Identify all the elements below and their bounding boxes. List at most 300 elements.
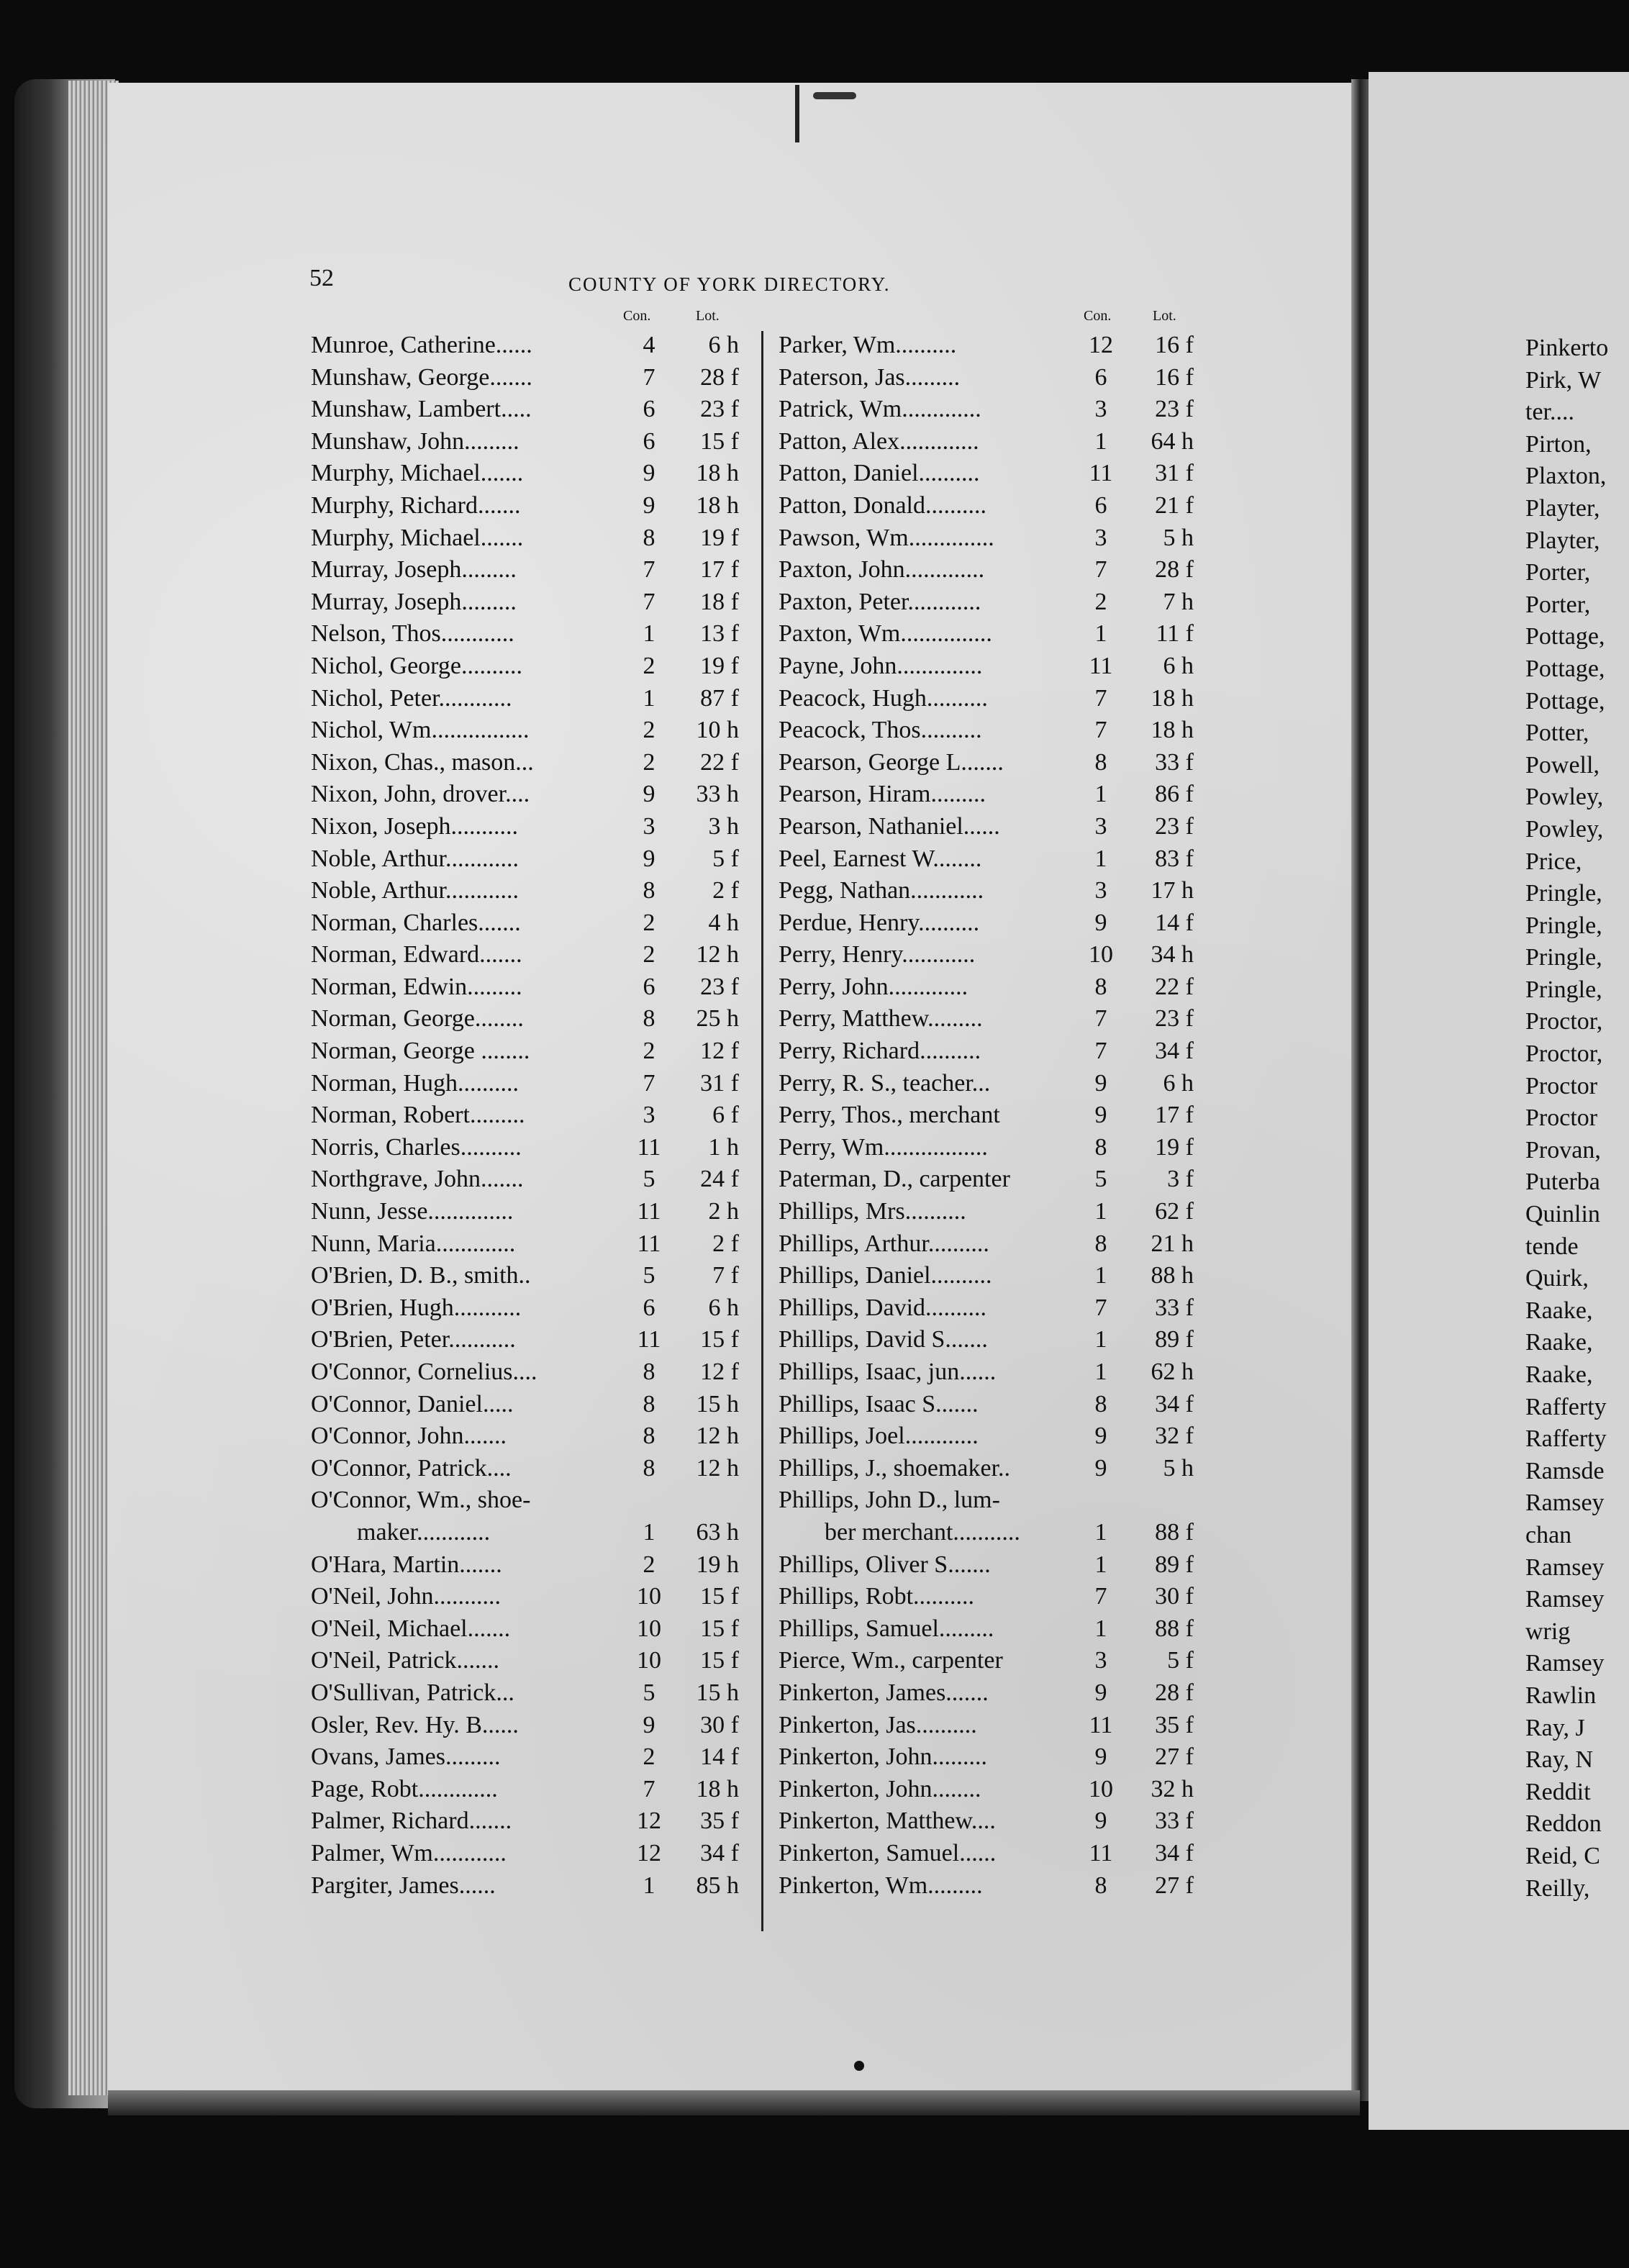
resident-name-line: Pinkerton, Wm.........: [779, 1872, 983, 1899]
resident-name-line: Pargiter, James......: [311, 1872, 496, 1899]
concession-number: 1: [643, 684, 655, 712]
resident-name-line: Peacock, Hugh..........: [779, 684, 988, 712]
lot-number: 6 h: [708, 332, 739, 358]
directory-entry: [779, 1164, 1214, 1196]
resident-name-line: Phillips, Joel............: [779, 1423, 979, 1450]
binding-mark: [813, 92, 856, 99]
resident-name-line: Parker, Wm..........: [779, 332, 957, 358]
resident-name-line: O'Brien, Peter...........: [311, 1326, 516, 1353]
resident-name-line: Perry, John.............: [779, 973, 968, 1000]
resident-name: [779, 426, 979, 458]
resident-name: [311, 1035, 530, 1068]
resident-name-line: Phillips, Mrs..........: [779, 1198, 966, 1225]
resident-name: [311, 618, 514, 650]
resident-name: [311, 1324, 516, 1356]
directory-entry-fragment: [1525, 1038, 1629, 1071]
concession-number: 9: [643, 781, 655, 808]
lot-header: Lot.: [696, 308, 720, 324]
directory-entry-fragment: [1525, 1873, 1629, 1905]
directory-entry: [779, 1260, 1214, 1292]
lot-number: 12 f: [700, 1358, 739, 1385]
concession-number: 1: [1094, 620, 1107, 648]
directory-entry-fragment: [1525, 878, 1629, 910]
resident-name: [311, 1196, 513, 1228]
resident-name: [311, 1838, 507, 1870]
directory-entry: [311, 1324, 743, 1356]
resident-name: Rafferty: [1525, 1425, 1607, 1453]
resident-name-line: Noble, Arthur............: [311, 845, 519, 872]
binding-mark: [795, 85, 799, 142]
resident-name-line: Perry, Richard..........: [779, 1038, 981, 1065]
lot-number: 19 f: [1155, 1133, 1194, 1161]
resident-name: [779, 1774, 981, 1806]
lot-number: 18 h: [696, 1775, 739, 1802]
lot-number: 85 h: [696, 1872, 739, 1899]
lot-number: 18 h: [1151, 717, 1194, 744]
resident-name: [779, 1132, 988, 1164]
concession-number: 11: [637, 1133, 661, 1161]
resident-name-line: Pierce, Wm., carpenter: [779, 1647, 1003, 1674]
resident-name: [779, 1260, 992, 1292]
directory-entry-fragment: [1525, 1841, 1629, 1873]
directory-entry: [779, 1613, 1214, 1646]
resident-name-line: Norman, Hugh..........: [311, 1069, 519, 1097]
lot-number: 89 f: [1155, 1551, 1194, 1578]
resident-name: [311, 1741, 500, 1774]
directory-entry: [779, 1453, 1214, 1485]
resident-name: Powley,: [1525, 815, 1604, 843]
resident-name: [311, 715, 529, 747]
concession-number: 12: [637, 1839, 661, 1866]
resident-name-line: Paterson, Jas.........: [779, 363, 961, 391]
resident-name-line: Nixon, John, drover....: [311, 781, 530, 808]
directory-column-left: [311, 308, 743, 1902]
lot-number: 35 f: [1155, 1711, 1194, 1738]
resident-name-line: Perry, Henry............: [779, 941, 976, 969]
concession-number: 7: [1094, 717, 1107, 744]
directory-entry-fragment: [1525, 1166, 1629, 1199]
resident-name: [779, 1420, 979, 1453]
directory-entry: [311, 811, 743, 843]
directory-entry-fragment: [1525, 750, 1629, 782]
resident-name: [311, 1068, 519, 1100]
resident-name: [311, 1003, 524, 1035]
column-header: [311, 308, 743, 330]
directory-entry-fragment: [1525, 493, 1629, 525]
resident-name-line: Phillips, Robt..........: [779, 1583, 975, 1610]
resident-name: [779, 715, 982, 747]
lot-number: 15 h: [696, 1390, 739, 1418]
resident-name: [311, 1677, 514, 1710]
resident-name-line: Nichol, Peter............: [311, 684, 512, 712]
directory-entry: [779, 1549, 1214, 1582]
resident-name-line: Northgrave, John.......: [311, 1166, 524, 1193]
resident-name-line: Pinkerton, Matthew....: [779, 1807, 996, 1835]
lot-number: 87 f: [700, 684, 739, 712]
resident-name: Pottage,: [1525, 623, 1605, 650]
resident-name-line: Nichol, Wm................: [311, 717, 530, 744]
lot-number: 15 f: [700, 1647, 739, 1674]
directory-entry: [311, 1228, 743, 1261]
directory-entry-fragment: [1525, 1263, 1629, 1295]
concession-number: 9: [1094, 909, 1107, 936]
resident-name-line: Munshaw, John.........: [311, 427, 519, 455]
directory-entry: [779, 1774, 1214, 1806]
resident-name-line: Norman, Edwin.........: [311, 973, 522, 1000]
resident-name: [779, 1389, 979, 1421]
lot-number: 24 f: [700, 1166, 739, 1193]
resident-name-line: Phillips, Daniel..........: [779, 1262, 992, 1289]
concession-number: 1: [643, 1518, 655, 1546]
resident-name-line: O'Brien, D. B., smith..: [311, 1262, 531, 1289]
resident-name-line: Phillips, Arthur..........: [779, 1230, 989, 1257]
lot-number: 12 h: [696, 1423, 739, 1450]
resident-name-line: Pearson, Hiram.........: [779, 781, 986, 808]
resident-name: [311, 522, 523, 555]
directory-entry: [779, 843, 1214, 876]
resident-name: Proctor,: [1525, 1008, 1603, 1035]
resident-name-line: Perry, Thos., merchant: [779, 1102, 1000, 1129]
directory-entry: [311, 715, 743, 747]
lot-number: 86 f: [1155, 781, 1194, 808]
directory-entry: [779, 458, 1214, 490]
lot-number: 33 f: [1155, 1294, 1194, 1321]
directory-entry: [779, 1677, 1214, 1710]
directory-entry-fragment: [1525, 1808, 1629, 1841]
directory-entry: [311, 1420, 743, 1453]
directory-entry: [779, 426, 1214, 458]
resident-name-line: Pinkerton, Samuel......: [779, 1839, 997, 1866]
lot-number: 23 f: [700, 973, 739, 1000]
concession-number: 7: [1094, 1583, 1107, 1610]
directory-column-middle: [779, 308, 1214, 1902]
resident-name-line: Murray, Joseph.........: [311, 588, 517, 615]
resident-name-line: Peacock, Thos..........: [779, 717, 982, 744]
directory-entry: [311, 683, 743, 715]
concession-number: 3: [1094, 396, 1107, 423]
resident-name-line: Pinkerton, John.........: [779, 1743, 987, 1771]
concession-number: 8: [1094, 973, 1107, 1000]
resident-name: Reid, C: [1525, 1842, 1600, 1869]
concession-number: 2: [643, 909, 655, 936]
lot-number: 32 f: [1155, 1423, 1194, 1450]
concession-number: 1: [1094, 845, 1107, 872]
lot-number: 15 h: [696, 1679, 739, 1706]
directory-entry: [779, 1324, 1214, 1356]
lot-number: 19 f: [700, 524, 739, 551]
concession-number: 8: [643, 524, 655, 551]
resident-name-line: Peel, Earnest W........: [779, 845, 982, 872]
resident-name: [779, 1677, 989, 1710]
directory-entry: [311, 1389, 743, 1421]
resident-name: Pringle,: [1525, 944, 1602, 971]
concession-number: 8: [643, 1005, 655, 1033]
lot-number: 18 f: [700, 588, 739, 615]
lot-number: 88 h: [1151, 1262, 1194, 1289]
lot-number: 3 f: [1167, 1166, 1194, 1193]
con-header: Con.: [1084, 308, 1112, 324]
resident-name-line: Patrick, Wm.............: [779, 396, 981, 423]
directory-entry: [311, 490, 743, 522]
resident-name: [311, 394, 532, 426]
resident-name-line: Nixon, Chas., mason...: [311, 748, 534, 776]
resident-name: Pringle,: [1525, 880, 1602, 907]
directory-entry: [779, 1035, 1214, 1068]
concession-number: 3: [1094, 877, 1107, 904]
concession-number: 9: [1094, 1069, 1107, 1097]
lot-number: 5 f: [712, 845, 739, 872]
resident-name: [779, 1484, 1020, 1548]
directory-entry: [779, 811, 1214, 843]
directory-entry: [311, 843, 743, 876]
directory-entry: [311, 1774, 743, 1806]
directory-entry: [779, 779, 1214, 811]
resident-name: [779, 747, 1004, 779]
resident-name: [311, 330, 532, 362]
resident-name-line: O'Connor, Daniel.....: [311, 1390, 514, 1418]
lot-number: 2 f: [712, 1230, 739, 1257]
directory-entry-fragment: [1525, 1552, 1629, 1584]
resident-name: [779, 1196, 966, 1228]
lot-number: 22 f: [700, 748, 739, 776]
concession-number: 7: [643, 1775, 655, 1802]
resident-name-line: Ovans, James.........: [311, 1743, 501, 1771]
resident-name: Ramsey: [1525, 1586, 1605, 1613]
lot-number: 5 h: [1163, 1454, 1194, 1482]
directory-entry: [311, 1132, 743, 1164]
lot-number: 23 f: [1155, 812, 1194, 840]
directory-entry-fragment: [1525, 1648, 1629, 1680]
lot-number: 1 h: [708, 1133, 739, 1161]
resident-name-line: Murphy, Michael.......: [311, 524, 524, 551]
resident-name: [311, 747, 534, 779]
resident-name: [779, 1356, 996, 1389]
resident-name-line: Noble, Arthur............: [311, 877, 519, 904]
directory-entry: [311, 939, 743, 971]
lot-number: 12 f: [700, 1038, 739, 1065]
resident-name: Quinlin: [1525, 1201, 1600, 1228]
resident-name-line: Pinkerton, John........: [779, 1775, 981, 1802]
resident-name-line: Phillips, John D., lum-: [779, 1487, 1000, 1514]
concession-number: 1: [1094, 1358, 1107, 1385]
directory-column-right-fragment: [1525, 332, 1629, 1905]
resident-name: [311, 843, 519, 876]
resident-name: Ramsey: [1525, 1650, 1605, 1677]
concession-number: 10: [637, 1615, 661, 1642]
resident-name: [311, 554, 517, 586]
directory-entry-fragment: [1525, 1006, 1629, 1038]
directory-entry: [311, 1805, 743, 1838]
directory-entry: [311, 1099, 743, 1132]
concession-number: 9: [1094, 1423, 1107, 1450]
resident-name: Quirk,: [1525, 1265, 1589, 1292]
directory-entry-fragment: [1525, 1616, 1629, 1648]
resident-name-line: Paxton, Wm...............: [779, 620, 992, 648]
resident-name-line: Paxton, John.............: [779, 556, 985, 584]
resident-name: [311, 875, 519, 907]
resident-name: [311, 1420, 507, 1453]
directory-entry: [779, 554, 1214, 586]
resident-name: [311, 907, 521, 940]
concession-number: 6: [1094, 491, 1107, 519]
directory-entry: [779, 1389, 1214, 1421]
concession-number: 5: [643, 1262, 655, 1289]
directory-entry: [779, 1292, 1214, 1325]
resident-name: [779, 1710, 977, 1742]
resident-name: [779, 779, 986, 811]
resident-name-line: Phillips, Samuel.........: [779, 1615, 994, 1642]
resident-name: [779, 586, 981, 619]
concession-number: 6: [643, 1294, 655, 1321]
concession-number: 7: [643, 588, 655, 615]
resident-name: [779, 1068, 990, 1100]
resident-name: [779, 490, 986, 522]
resident-name-line: O'Connor, Wm., shoe-: [311, 1487, 531, 1514]
concession-number: 3: [1094, 524, 1107, 551]
directory-entry-fragment: [1525, 1295, 1629, 1328]
directory-entry: [311, 458, 743, 490]
resident-name: [779, 1838, 996, 1870]
lot-number: 22 f: [1155, 973, 1194, 1000]
resident-name-line: Patton, Alex.............: [779, 427, 979, 455]
resident-name-line: Perry, R. S., teacher...: [779, 1069, 991, 1097]
concession-number: 11: [637, 1230, 661, 1257]
resident-name: [311, 779, 530, 811]
directory-entry-fragment: [1525, 461, 1629, 493]
lot-number: 6 f: [712, 1102, 739, 1129]
concession-number: 1: [1094, 1326, 1107, 1353]
directory-entry-fragment: [1525, 1231, 1629, 1264]
directory-entry-fragment: [1525, 396, 1629, 429]
resident-name-line: Osler, Rev. Hy. B......: [311, 1711, 519, 1738]
resident-name-line: Munshaw, Lambert.....: [311, 396, 532, 423]
resident-name: [311, 1356, 537, 1389]
concession-number: 2: [643, 941, 655, 969]
column-header: [779, 308, 1214, 330]
resident-name: [311, 1228, 515, 1261]
resident-name-line: Pawson, Wm..............: [779, 524, 994, 551]
directory-entry: [779, 939, 1214, 971]
concession-number: 8: [1094, 1390, 1107, 1418]
directory-entry: [779, 490, 1214, 522]
directory-entry: [779, 683, 1214, 715]
directory-entry: [311, 394, 743, 426]
resident-name-line: Patton, Donald..........: [779, 491, 986, 519]
resident-name: [779, 1099, 1000, 1132]
directory-entry: [311, 330, 743, 362]
resident-name: [779, 458, 980, 490]
concession-number: 8: [1094, 1872, 1107, 1899]
resident-name: Proctor: [1525, 1104, 1598, 1132]
concession-number: 1: [1094, 1615, 1107, 1642]
resident-name: chan: [1525, 1521, 1572, 1548]
directory-entry-fragment: [1525, 1071, 1629, 1103]
resident-name-line: Pinkerton, Jas..........: [779, 1711, 977, 1738]
resident-name-line: Paxton, Peter............: [779, 588, 981, 615]
resident-name-line: Nunn, Jesse..............: [311, 1198, 514, 1225]
resident-name: [311, 1389, 513, 1421]
concession-number: 2: [643, 748, 655, 776]
resident-name-line: O'Neil, Michael.......: [311, 1615, 511, 1642]
concession-number: 9: [643, 1711, 655, 1738]
directory-entry-fragment: [1525, 1359, 1629, 1392]
resident-name: Proctor: [1525, 1072, 1598, 1099]
lot-number: 15 f: [700, 1326, 739, 1353]
directory-entry: [311, 1645, 743, 1677]
directory-entry: [779, 1196, 1214, 1228]
resident-name: [779, 1164, 1010, 1196]
directory-entry: [311, 362, 743, 394]
lot-number: 28 f: [1155, 1679, 1194, 1706]
lot-number: 7 h: [1163, 588, 1194, 615]
directory-entry-fragment: [1525, 1744, 1629, 1777]
resident-name: [779, 650, 982, 683]
lot-number: 30 f: [1155, 1583, 1194, 1610]
concession-number: 11: [1089, 652, 1113, 679]
concession-number: 9: [1094, 1102, 1107, 1129]
resident-name: Ramsde: [1525, 1457, 1605, 1484]
directory-entry: [779, 1228, 1214, 1261]
resident-name-line: Phillips, J., shoemaker..: [779, 1454, 1011, 1482]
lot-number: 64 h: [1151, 427, 1194, 455]
directory-entry-fragment: [1525, 1680, 1629, 1713]
concession-number: 10: [637, 1583, 661, 1610]
directory-entry: [779, 907, 1214, 940]
resident-name-line: Phillips, Isaac S.......: [779, 1390, 979, 1418]
directory-entry: [311, 875, 743, 907]
lot-number: 34 h: [1151, 941, 1194, 969]
resident-name: [311, 939, 522, 971]
directory-entry-fragment: [1525, 1327, 1629, 1359]
resident-name-line: Pegg, Nathan............: [779, 877, 984, 904]
resident-name-line: Nixon, Joseph...........: [311, 812, 519, 840]
lot-number: 62 h: [1151, 1358, 1194, 1385]
directory-entry: [311, 1484, 743, 1548]
directory-entry: [779, 1420, 1214, 1453]
resident-name: ter....: [1525, 399, 1574, 426]
concession-number: 1: [643, 1872, 655, 1899]
resident-name: [311, 426, 519, 458]
lot-number: 16 f: [1155, 332, 1194, 358]
resident-name: Porter,: [1525, 559, 1591, 586]
directory-entry-fragment: [1525, 686, 1629, 718]
resident-name: [779, 811, 1000, 843]
resident-name: Ramsey: [1525, 1489, 1605, 1517]
lot-number: 10 h: [696, 717, 739, 744]
directory-entry-fragment: [1525, 1392, 1629, 1424]
resident-name-line: Perry, Matthew.........: [779, 1005, 983, 1033]
resident-name: Plaxton,: [1525, 463, 1607, 490]
resident-name: [779, 330, 956, 362]
directory-entry: [311, 1549, 743, 1582]
directory-entry: [311, 1581, 743, 1613]
directory-entry-fragment: [1525, 653, 1629, 686]
directory-entry-fragment: [1525, 589, 1629, 622]
directory-entry: [311, 779, 743, 811]
resident-name: [311, 1549, 502, 1582]
directory-entry: [311, 1260, 743, 1292]
directory-entry: [311, 1196, 743, 1228]
resident-name: [311, 1292, 521, 1325]
resident-name: [311, 1645, 499, 1677]
resident-name: [779, 394, 981, 426]
resident-name: Price,: [1525, 848, 1582, 875]
lot-number: 31 f: [700, 1069, 739, 1097]
directory-entry-fragment: [1525, 1199, 1629, 1231]
resident-name: tende: [1525, 1233, 1579, 1260]
page-bottom-shadow: [108, 2090, 1360, 2115]
concession-number: 7: [1094, 684, 1107, 712]
